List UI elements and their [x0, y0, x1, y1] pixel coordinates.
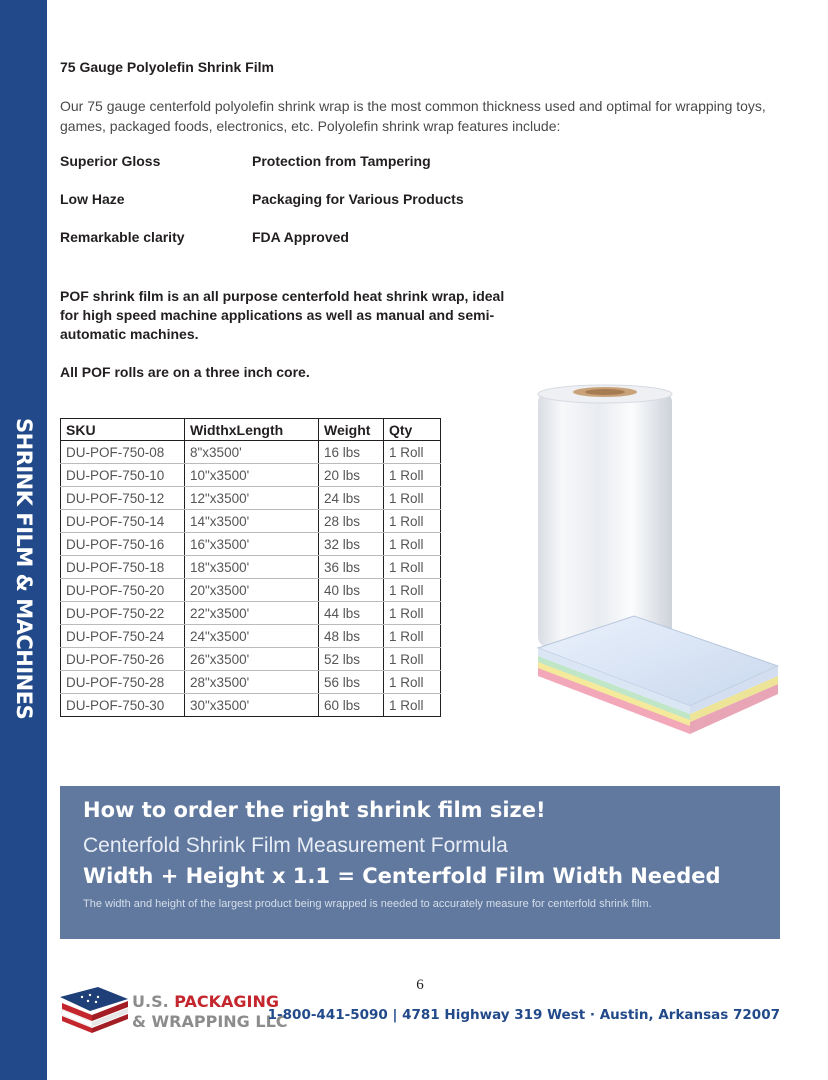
column-header-weight: Weight — [319, 419, 384, 441]
qty-cell: 1 Roll — [384, 671, 441, 694]
size-cell: 14"x3500' — [185, 510, 319, 533]
banner-formula: Width + Height x 1.1 = Centerfold Film Width Needed — [83, 864, 721, 888]
qty-cell: 1 Roll — [384, 602, 441, 625]
shrink-film-product-photo — [530, 380, 785, 745]
table-row — [61, 487, 441, 510]
logo-line-2: & WRAPPING LLC — [132, 1012, 288, 1031]
banner-note: The width and height of the largest product being wrapped is needed to accurately measure for centerfold shrink film. — [83, 898, 652, 910]
column-header-qty: Qty — [384, 419, 441, 441]
table-row — [61, 579, 441, 602]
sku-cell: DU-POF-750-30 — [61, 694, 185, 717]
table-row — [61, 648, 441, 671]
table-row — [61, 625, 441, 648]
qty-cell: 1 Roll — [384, 464, 441, 487]
size-cell: 12"x3500' — [185, 487, 319, 510]
banner-heading: How to order the right shrink film size! — [83, 798, 546, 822]
weight-cell: 24 lbs — [319, 487, 384, 510]
weight-cell: 40 lbs — [319, 579, 384, 602]
qty-cell: 1 Roll — [384, 510, 441, 533]
feature-item: Protection from Tampering — [252, 153, 431, 169]
size-cell: 26"x3500' — [185, 648, 319, 671]
table-row — [61, 533, 441, 556]
size-cell: 24"x3500' — [185, 625, 319, 648]
table-body — [61, 441, 441, 717]
logo-us: U.S. — [132, 992, 175, 1011]
flag-icon — [58, 983, 130, 1035]
sku-cell: DU-POF-750-14 — [61, 510, 185, 533]
size-cell: 8"x3500' — [185, 441, 319, 464]
weight-cell: 36 lbs — [319, 556, 384, 579]
sku-cell: DU-POF-750-28 — [61, 671, 185, 694]
weight-cell: 16 lbs — [319, 441, 384, 464]
table-row — [61, 510, 441, 533]
feature-item: Remarkable clarity — [60, 229, 185, 245]
table-header-row — [61, 419, 441, 441]
sku-cell: DU-POF-750-20 — [61, 579, 185, 602]
page-number: 6 — [416, 977, 424, 993]
weight-cell: 20 lbs — [319, 464, 384, 487]
feature-item: Low Haze — [60, 191, 125, 207]
sidebar-band — [0, 0, 47, 1080]
size-cell: 18"x3500' — [185, 556, 319, 579]
qty-cell: 1 Roll — [384, 441, 441, 464]
qty-cell: 1 Roll — [384, 579, 441, 602]
table-row — [61, 694, 441, 717]
logo-packaging: PACKAGING — [174, 992, 280, 1011]
sku-cell: DU-POF-750-08 — [61, 441, 185, 464]
size-cell: 22"x3500' — [185, 602, 319, 625]
size-cell: 10"x3500' — [185, 464, 319, 487]
company-logo — [58, 983, 288, 1035]
table-row — [61, 671, 441, 694]
size-cell: 16"x3500' — [185, 533, 319, 556]
column-header-sku: SKU — [61, 419, 185, 441]
sidebar-label-wrap — [7, 418, 41, 720]
qty-cell: 1 Roll — [384, 648, 441, 671]
order-info-banner — [60, 786, 780, 939]
weight-cell: 60 lbs — [319, 694, 384, 717]
sku-cell: DU-POF-750-10 — [61, 464, 185, 487]
sku-cell: DU-POF-750-26 — [61, 648, 185, 671]
pof-description: POF shrink film is an all purpose centerfold heat shrink wrap, ideal for high speed machine applications as well as manual and semi-automatic machines. — [60, 288, 505, 342]
weight-cell: 48 lbs — [319, 625, 384, 648]
banner-subheading: Centerfold Shrink Film Measurement Formula — [83, 834, 508, 857]
sku-cell: DU-POF-750-24 — [61, 625, 185, 648]
logo-line-1 — [132, 992, 279, 1011]
weight-cell: 32 lbs — [319, 533, 384, 556]
table-row — [61, 602, 441, 625]
table-row — [61, 441, 441, 464]
size-cell: 20"x3500' — [185, 579, 319, 602]
weight-cell: 52 lbs — [319, 648, 384, 671]
sku-cell: DU-POF-750-18 — [61, 556, 185, 579]
size-cell: 30"x3500' — [185, 694, 319, 717]
core-note: All POF rolls are on a three inch core. — [60, 364, 310, 380]
size-cell: 28"x3500' — [185, 671, 319, 694]
qty-cell: 1 Roll — [384, 487, 441, 510]
sidebar-label: SHRINK FILM & MACHINES — [12, 418, 36, 720]
weight-cell: 44 lbs — [319, 602, 384, 625]
feature-item: Packaging for Various Products — [252, 191, 464, 207]
section-intro: Our 75 gauge centerfold polyolefin shrink wrap is the most common thickness used and optimal for wrapping toys, games, packaged foods, electronics, etc. Polyolefin shrink wrap features include: — [60, 98, 766, 134]
contact-info: 1-800-441-5090 | 4781 Highway 319 West · Austin, Arkansas 72007 — [267, 1007, 780, 1023]
section-title: 75 Gauge Polyolefin Shrink Film — [60, 59, 274, 75]
qty-cell: 1 Roll — [384, 625, 441, 648]
table-row — [61, 556, 441, 579]
weight-cell: 56 lbs — [319, 671, 384, 694]
column-header-size: WidthxLength — [185, 419, 319, 441]
feature-item: FDA Approved — [252, 229, 349, 245]
qty-cell: 1 Roll — [384, 556, 441, 579]
feature-item: Superior Gloss — [60, 153, 161, 169]
sku-table — [60, 418, 441, 717]
table-row — [61, 464, 441, 487]
sku-cell: DU-POF-750-22 — [61, 602, 185, 625]
sku-cell: DU-POF-750-16 — [61, 533, 185, 556]
qty-cell: 1 Roll — [384, 694, 441, 717]
weight-cell: 28 lbs — [319, 510, 384, 533]
qty-cell: 1 Roll — [384, 533, 441, 556]
sku-cell: DU-POF-750-12 — [61, 487, 185, 510]
